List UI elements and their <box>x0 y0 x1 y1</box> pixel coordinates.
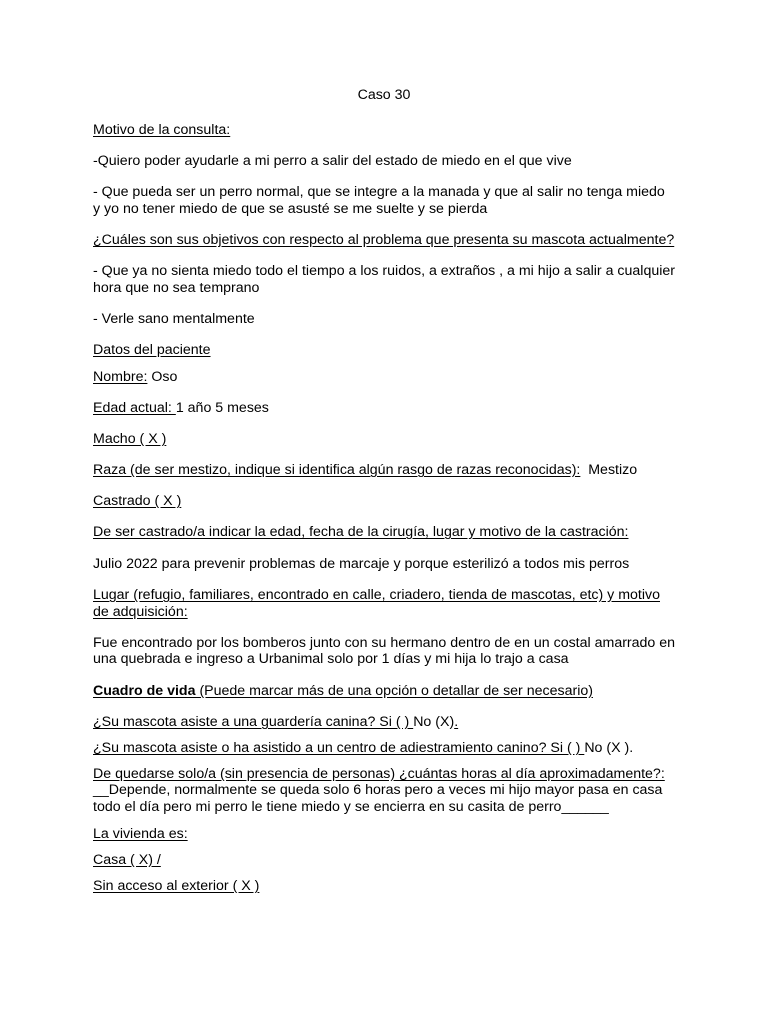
raza-label: Raza (de ser mestizo, indique si identifica algún rasgo de razas reconocidas): <box>93 462 581 478</box>
adiestramiento-question: ¿Su mascota asiste o ha asistido a un centro de adiestramiento canino? Si ( ) <box>93 740 585 756</box>
acceso-exterior: Sin acceso al exterior ( X ) <box>93 878 260 894</box>
guarderia-question: ¿Su mascota asiste a una guardería canina? Si ( ) <box>93 714 414 730</box>
nombre-label: Nombre: <box>93 369 148 385</box>
solo-answer-text: Depende, normalmente se queda solo 6 horas pero a veces mi hijo mayor pasa en casa <box>108 782 663 798</box>
edad-field <box>93 400 678 417</box>
raza-value: Mestizo <box>580 462 638 478</box>
vivienda-heading: La vivienda es: <box>93 826 188 842</box>
castracion-question: De ser castrado/a indicar la edad, fecha de la cirugía, lugar y motivo de la castración: <box>93 524 629 540</box>
lugar-answer-line1: Fue encontrado por los bomberos junto con su hermano dentro de en un costal amarrado en <box>93 635 676 651</box>
solo-blank: __ <box>93 782 109 798</box>
motivo-p2-line1: - Que pueda ser un perro normal, que se integre a la manada y que al salir no tenga miedo <box>93 184 665 200</box>
adiestramiento-answer: No (X ). <box>584 740 634 756</box>
objetivos-a2: - Verle sano mentalmente <box>93 311 255 327</box>
vivienda-tipo: Casa ( X) / <box>93 852 161 868</box>
cuadro-heading-bold: Cuadro de vida <box>93 683 196 699</box>
motivo-p1: -Quiero poder ayudarle a mi perro a salir del estado de miedo en el que vive <box>93 153 572 169</box>
page-title: Caso 30 <box>357 87 411 103</box>
cuadro-heading-rest: (Puede marcar más de una opción o detallar de ser necesario) <box>195 683 593 699</box>
guarderia-end: . <box>454 714 459 730</box>
nombre-value: Oso <box>147 369 178 385</box>
adiestramiento-field <box>93 740 678 757</box>
edad-label: Edad actual: <box>93 400 176 416</box>
raza-field <box>93 462 678 479</box>
castrado-field: Castrado ( X ) <box>93 493 182 509</box>
lugar-answer-line2: una quebrada e ingreso a Urbanimal solo por 1 días y mi hija lo trajo a casa <box>93 651 569 667</box>
solo-question: De quedarse solo/a (sin presencia de personas) ¿cuántas horas al día aproximadamente?: <box>93 766 665 782</box>
sexo-field: Macho ( X ) <box>93 431 167 447</box>
motivo-heading: Motivo de la consulta: <box>93 122 231 138</box>
objetivos-a1-line1: - Que ya no sienta miedo todo el tiempo a los ruidos, a extraños , a mi hijo a salir a cualquier <box>93 263 675 279</box>
solo-answer-line2: todo el día pero mi perro le tiene miedo y se encierra en su casita de perro______ <box>93 799 609 815</box>
lugar-question-line2: de adquisición: <box>93 604 188 620</box>
objetivos-question: ¿Cuáles son sus objetivos con respecto al problema que presenta su mascota actualmente? <box>93 232 675 248</box>
castracion-answer: Julio 2022 para prevenir problemas de marcaje y porque esterilizó a todos mis perros <box>93 556 630 572</box>
edad-value: 1 año 5 meses <box>175 400 269 416</box>
lugar-question-line1: Lugar (refugio, familiares, encontrado en calle, criadero, tienda de mascotas, etc) y motivo <box>93 587 660 603</box>
objetivos-a1-line2: hora que no sea temprano <box>93 280 260 296</box>
nombre-field <box>93 369 678 386</box>
solo-answer-line1 <box>93 782 678 799</box>
guarderia-field <box>93 714 678 731</box>
datos-heading: Datos del paciente <box>93 342 211 358</box>
motivo-p2-line2: y yo no tener miedo de que se asusté se me suelte y se pierda <box>93 201 488 217</box>
guarderia-answer: No (X) <box>413 714 455 730</box>
cuadro-heading <box>93 683 678 700</box>
